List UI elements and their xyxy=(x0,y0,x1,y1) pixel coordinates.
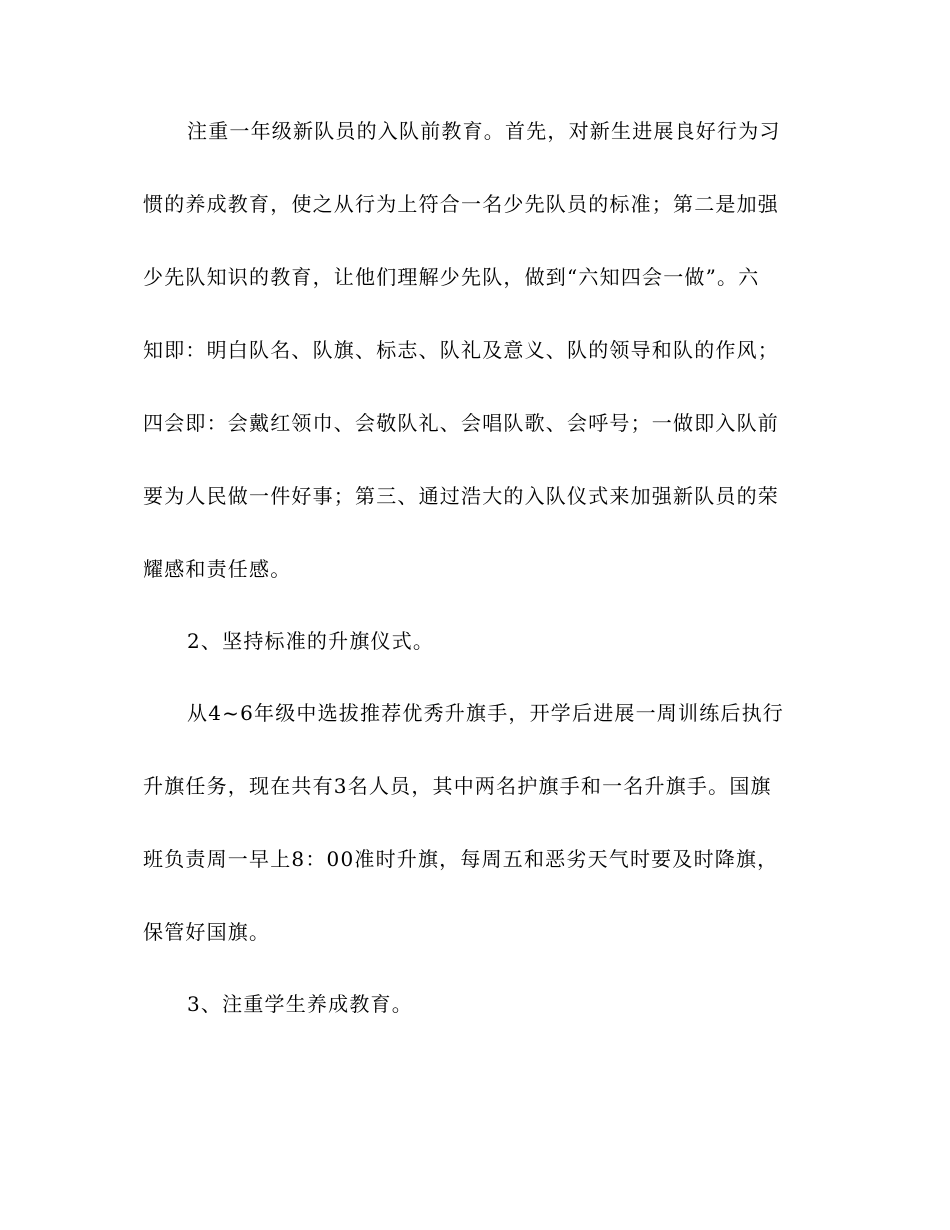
section-heading-habit-education xyxy=(143,989,803,1019)
text-line: 注重一年级新队员的入队前教育。首先，对新生进展良好行为习 xyxy=(187,119,781,143)
text-line: 知即：明白队名、队旗、标志、队礼及意义、队的领导和队的作风； xyxy=(143,338,779,362)
text-line: 升旗任务，现在共有3名人员，其中两名护旗手和一名升旗手。国旗 xyxy=(143,774,772,798)
text-line: 班负责周一早上8：00准时升旗，每周五和恶劣天气时要及时降旗， xyxy=(143,847,779,871)
text-line: 少先队知识的教育，让他们理解少先队，做到“六知四会一做”。六 xyxy=(143,265,760,289)
section-heading: 2、坚持标准的升旗仪式。 xyxy=(187,629,435,653)
text-line: 四会即：会戴红领巾、会敬队礼、会唱队歌、会呼号；一做即入队前 xyxy=(143,411,779,435)
section-heading-flag-ceremony xyxy=(143,626,803,656)
section-heading: 3、注重学生养成教育。 xyxy=(187,992,413,1016)
paragraph-new-member-education xyxy=(143,116,803,584)
text-line: 保管好国旗。 xyxy=(143,920,271,944)
text-line: 惯的养成教育，使之从行为上符合一名少先队员的标准；第二是加强 xyxy=(143,192,779,216)
text-line: 耀感和责任感。 xyxy=(143,557,292,581)
text-line: 从4~6年级中选拔推荐优秀升旗手，开学后进展一周训练后执行 xyxy=(187,701,785,725)
paragraph-flag-raisers xyxy=(143,698,803,947)
text-line: 要为人民做一件好事；第三、通过浩大的入队仪式来加强新队员的荣 xyxy=(143,484,779,508)
document-body xyxy=(143,116,803,1019)
